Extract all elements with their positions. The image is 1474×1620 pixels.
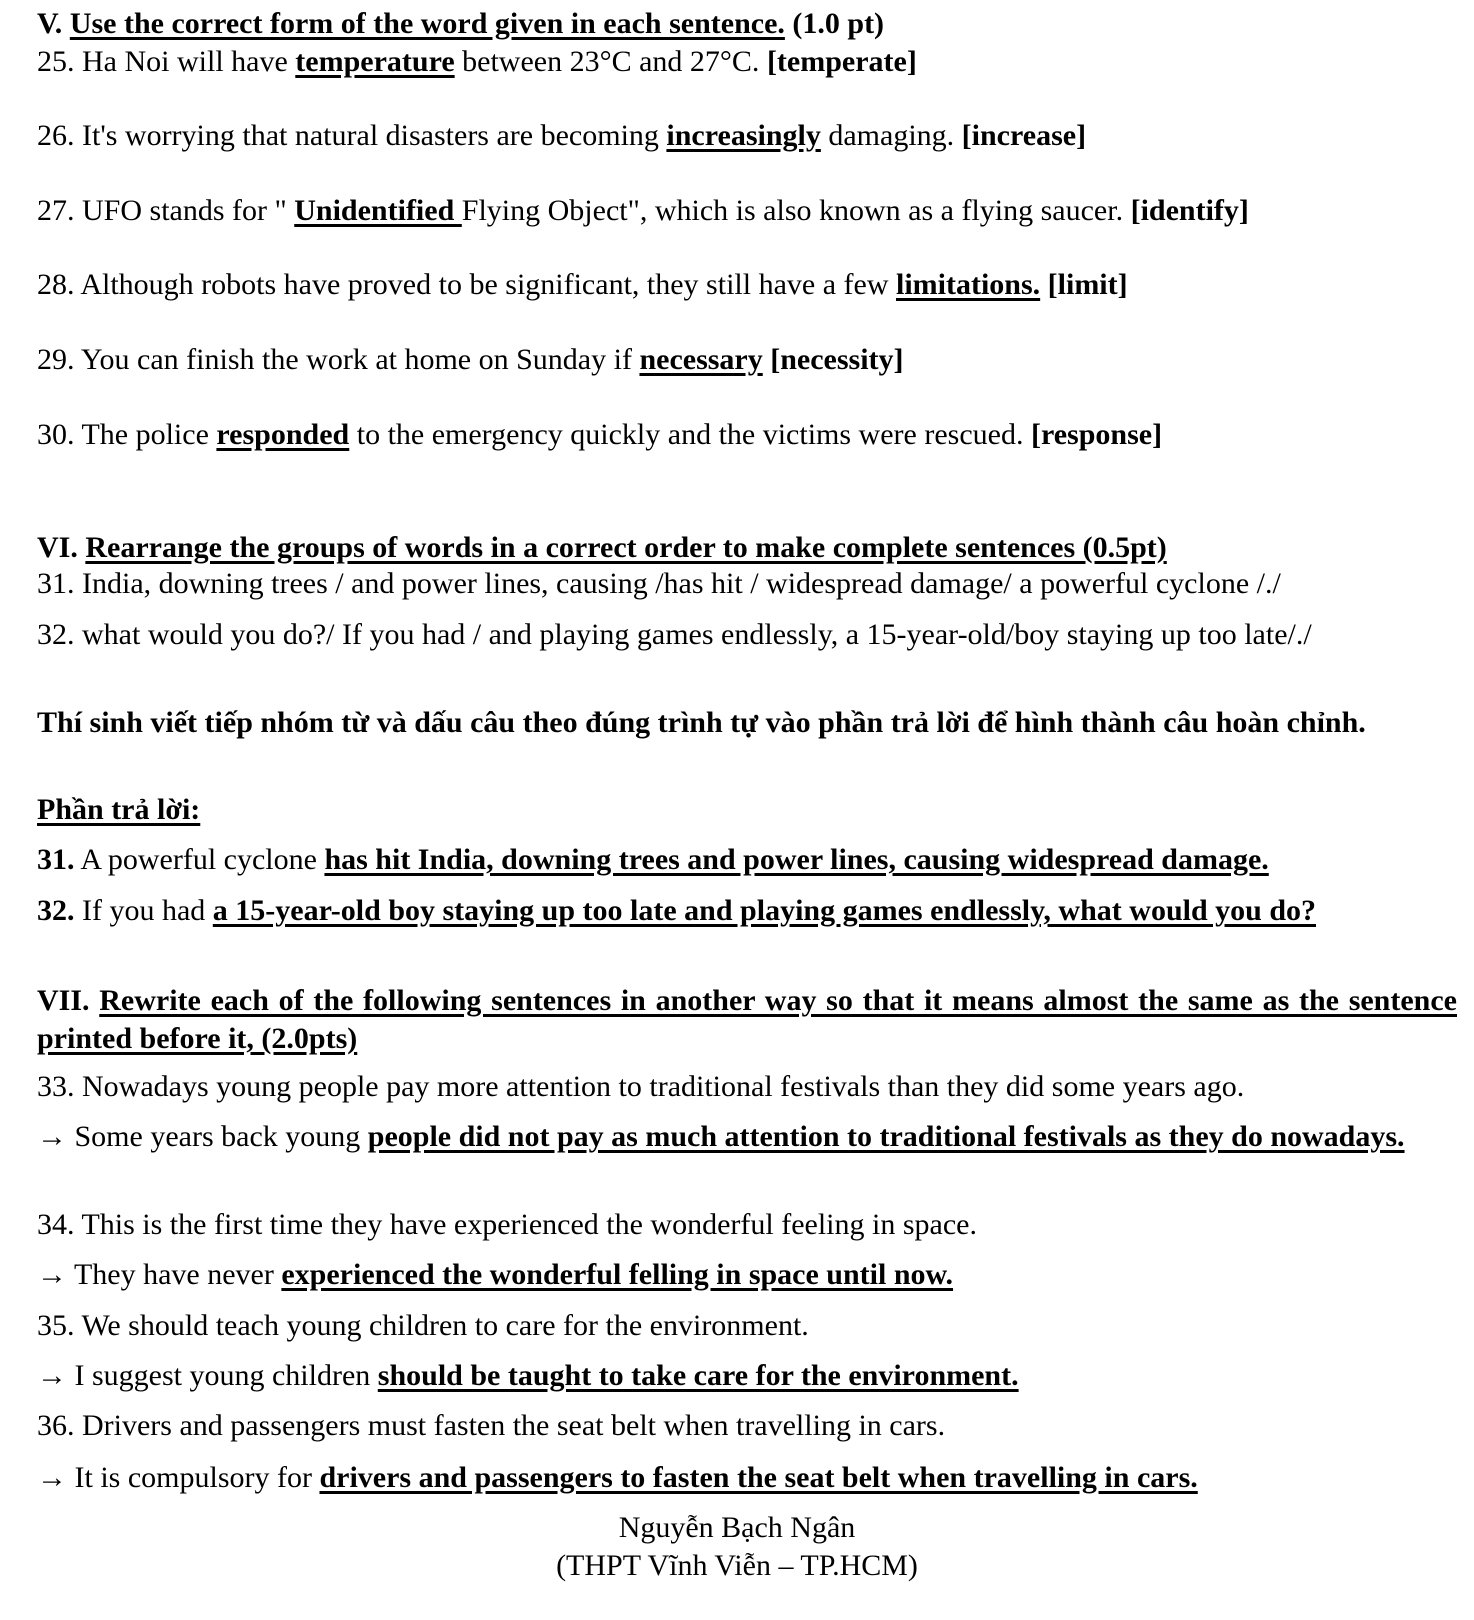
answer-text: should be taught to take care for the environment. xyxy=(377,1359,1019,1392)
answer-prefix: → They have never xyxy=(37,1258,282,1291)
answer-text: has hit India, downing trees and power lines, causing widespread damage. xyxy=(324,843,1269,876)
answer-text: a 15-year-old boy staying up too late and playing games endlessly, what would you do? xyxy=(212,894,1317,927)
word-hint: [response] xyxy=(1030,418,1163,451)
section-title: Rearrange the groups of words in a correct order to make complete sentences (0.5pt) xyxy=(85,531,1167,564)
word-hint: [temperate] xyxy=(766,45,917,78)
section-number: V. xyxy=(37,7,63,40)
word-hint: [necessity] xyxy=(770,343,904,376)
question-text xyxy=(1040,268,1048,301)
answer-label: Phần trả lời: xyxy=(37,793,201,826)
question-27 xyxy=(37,193,1249,229)
question-28 xyxy=(37,267,1128,303)
question-text: 28. Although robots have proved to be significant, they still have a few xyxy=(37,268,896,301)
answer: necessary xyxy=(639,343,763,376)
section-number: VI. xyxy=(37,531,78,564)
question-text: damaging. xyxy=(820,119,962,152)
question-25 xyxy=(37,44,917,80)
answer-35 xyxy=(37,1358,1019,1394)
question-29 xyxy=(37,342,904,378)
question-text: 26. It's worrying that natural disasters are becoming xyxy=(37,119,667,152)
question-text: 27. UFO stands for " xyxy=(37,194,295,227)
answer-text: experienced the wonderful felling in space until now. xyxy=(281,1258,954,1291)
question-30 xyxy=(37,417,1162,453)
section-5-heading xyxy=(37,6,884,42)
question-35: 35. We should teach young children to care for the environment. xyxy=(37,1309,809,1342)
answer: limitations. xyxy=(895,268,1041,301)
question-text: 25. Ha Noi will have xyxy=(37,45,296,78)
author-name: Nguyễn Bạch Ngân xyxy=(618,1511,856,1544)
question-text: to the emergency quickly and the victims were rescued. xyxy=(349,418,1031,451)
answer-36 xyxy=(37,1460,1198,1496)
answer-34 xyxy=(37,1257,953,1293)
question-text: Flying Object", which is also known as a flying saucer. xyxy=(461,194,1131,227)
answer: responded xyxy=(216,418,350,451)
answer-31 xyxy=(37,842,1269,878)
answer: Unidentified xyxy=(294,194,462,227)
answer-number: 32. xyxy=(37,894,75,927)
section-number: VII. xyxy=(37,984,90,1017)
section-points: (1.0 pt) xyxy=(792,7,885,40)
question-34: 34. This is the first time they have experienced the wonderful feeling in space. xyxy=(37,1208,977,1241)
answer-prefix: If you had xyxy=(74,894,213,927)
word-hint: [increase] xyxy=(961,119,1087,152)
question-31: 31. India, downing trees / and power lines, causing /has hit / widespread damage/ a powerful cyclone /./ xyxy=(37,567,1281,600)
answer-text: people did not pay as much attention to traditional festivals as they do nowadays. xyxy=(367,1120,1405,1153)
author-school: (THPT Vĩnh Viễn – TP.HCM) xyxy=(556,1549,918,1582)
answer-prefix: → It is compulsory for xyxy=(37,1461,320,1494)
question-text: 29. You can finish the work at home on Sunday if xyxy=(37,343,640,376)
section-7-heading xyxy=(37,982,1457,1058)
answer-prefix: A powerful cyclone xyxy=(74,843,325,876)
word-hint: [identify] xyxy=(1130,194,1249,227)
question-text: 30. The police xyxy=(37,418,217,451)
question-36: 36. Drivers and passengers must fasten the seat belt when travelling in cars. xyxy=(37,1409,946,1442)
section-title: Use the correct form of the word given in each sentence. xyxy=(69,7,785,40)
answer-prefix: → Some years back young xyxy=(37,1120,368,1153)
section-6-heading xyxy=(37,530,1167,566)
answer-prefix: → I suggest young children xyxy=(37,1359,378,1392)
question-text: between 23°C and 27°C. xyxy=(454,45,767,78)
word-hint: [limit] xyxy=(1047,268,1128,301)
question-33: 33. Nowadays young people pay more attention to traditional festivals than they did some years ago. xyxy=(37,1070,1245,1103)
answer-33 xyxy=(37,1118,1457,1156)
answer-32 xyxy=(37,892,1457,930)
answer-number: 31. xyxy=(37,843,75,876)
answer: temperature xyxy=(295,45,455,78)
instruction-text: Thí sinh viết tiếp nhóm từ và dấu câu theo đúng trình tự vào phần trả lời để hình thành câu hoàn chỉnh. xyxy=(37,706,1366,739)
question-32: 32. what would you do?/ If you had / and playing games endlessly, a 15-year-old/boy staying up too late/./ xyxy=(37,618,1312,651)
answer: increasingly xyxy=(666,119,821,152)
question-26 xyxy=(37,118,1086,154)
answer-text: drivers and passengers to fasten the seat belt when travelling in cars. xyxy=(319,1461,1198,1494)
section-title: Rewrite each of the following sentences in another way so that it means almost the same as the sentence printed before it, (2.0pts) xyxy=(37,984,1457,1055)
